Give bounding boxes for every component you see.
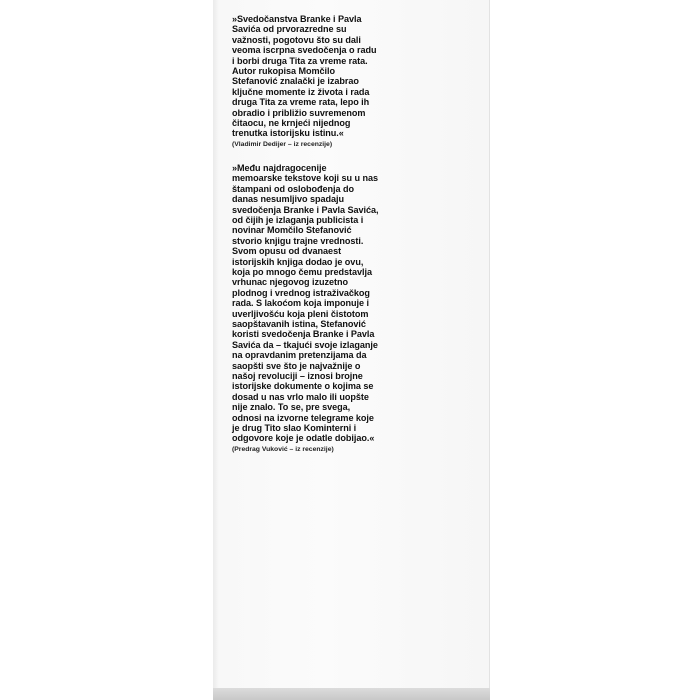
quote-text bbox=[232, 14, 408, 139]
quote-line: koja po mnogo čemu predstavlja bbox=[232, 266, 372, 277]
quote-line: istorijskih knjiga dodao je ovu, bbox=[232, 256, 364, 267]
flap-text-column bbox=[232, 14, 408, 454]
quote-line: od čijih je izlaganja publicista i bbox=[232, 214, 364, 225]
quote-line: »Svedočanstva Branke i Pavla bbox=[232, 14, 362, 24]
quote-line: »Među najdragocenije bbox=[232, 162, 327, 173]
quote-line: uverljivošću koja pleni čistotom bbox=[232, 308, 369, 319]
quote-line: trenutka istorijsku istinu.« bbox=[232, 128, 344, 139]
quote-line: saopštavanih istina, Stefanović bbox=[232, 318, 366, 329]
quote-line: i borbi druga Tita za vreme rata. bbox=[232, 55, 368, 66]
quote-line: odgovore koje je odatle dobijao.« bbox=[232, 433, 375, 444]
quote-line: nije znalo. To se, pre svega, bbox=[232, 402, 351, 413]
quote-line: Autor rukopisa Momčilo bbox=[232, 66, 335, 77]
quote-line: istorijske dokumente o kojima se bbox=[232, 381, 374, 392]
quote-line: na opravdanim pretenzijama da bbox=[232, 350, 367, 361]
quote-line: rada. S lakoćom koja imponuje i bbox=[232, 298, 369, 309]
quote-line: stvorio knjigu trajne vrednosti. bbox=[232, 235, 364, 246]
quote-line: novinar Momčilo Stefanović bbox=[232, 225, 352, 236]
quote-line: svedočenja Branke i Pavla Savića, bbox=[232, 204, 379, 215]
quote-line: vrhunac njegovog izuzetno bbox=[232, 277, 348, 288]
quote-line: obradio i približio suvremenom bbox=[232, 107, 366, 118]
quote-text bbox=[232, 163, 408, 444]
quote-block-dedijer bbox=[232, 14, 408, 149]
quote-line: druga Tita za vreme rata, lepo ih bbox=[232, 97, 370, 108]
quote-line: Stefanović znalački je izabrao bbox=[232, 76, 359, 87]
quote-line: je drug Tito slao Kominterni i bbox=[232, 423, 357, 434]
quote-line: saopšti sve što je najvažnije o bbox=[232, 360, 361, 371]
quote-line: danas nesumljivo spadaju bbox=[232, 194, 345, 205]
quote-line: dosad u nas vrlo malo ili uopšte bbox=[232, 391, 369, 402]
quote-line: memoarske tekstove koji su u nas bbox=[232, 173, 378, 184]
quote-line: Savića da – tkajući svoje izlaganje bbox=[232, 339, 378, 350]
quote-line: koristi svedočenja Branke i Pavla bbox=[232, 329, 375, 340]
quote-line: Svom opusu od dvanaest bbox=[232, 246, 342, 257]
quote-source: (Predrag Vuković – iz recenzije) bbox=[232, 445, 334, 453]
quote-line: plodnog i vrednog istraživačkog bbox=[232, 287, 370, 298]
quote-line: ključne momente iz života i rada bbox=[232, 86, 370, 97]
quote-line: veoma iscrpna svedočenja o radu bbox=[232, 45, 377, 56]
quote-source: (Vladimir Dedijer – iz recenzije) bbox=[232, 140, 333, 148]
quote-line: važnosti, pogotovu što su dali bbox=[232, 34, 361, 45]
quote-line: odnosi na izvorne telegrame koje bbox=[232, 412, 374, 423]
quote-line: Savića od prvorazredne su bbox=[232, 24, 347, 35]
quote-line: našoj revoluciji – iznosi brojne bbox=[232, 371, 363, 381]
quote-line: štampani od oslobođenja do bbox=[232, 183, 354, 194]
quote-line: čitaocu, ne krnjeći nijednog bbox=[232, 118, 351, 129]
flap-bottom-edge bbox=[213, 688, 490, 700]
quote-block-vukovic bbox=[232, 163, 408, 454]
